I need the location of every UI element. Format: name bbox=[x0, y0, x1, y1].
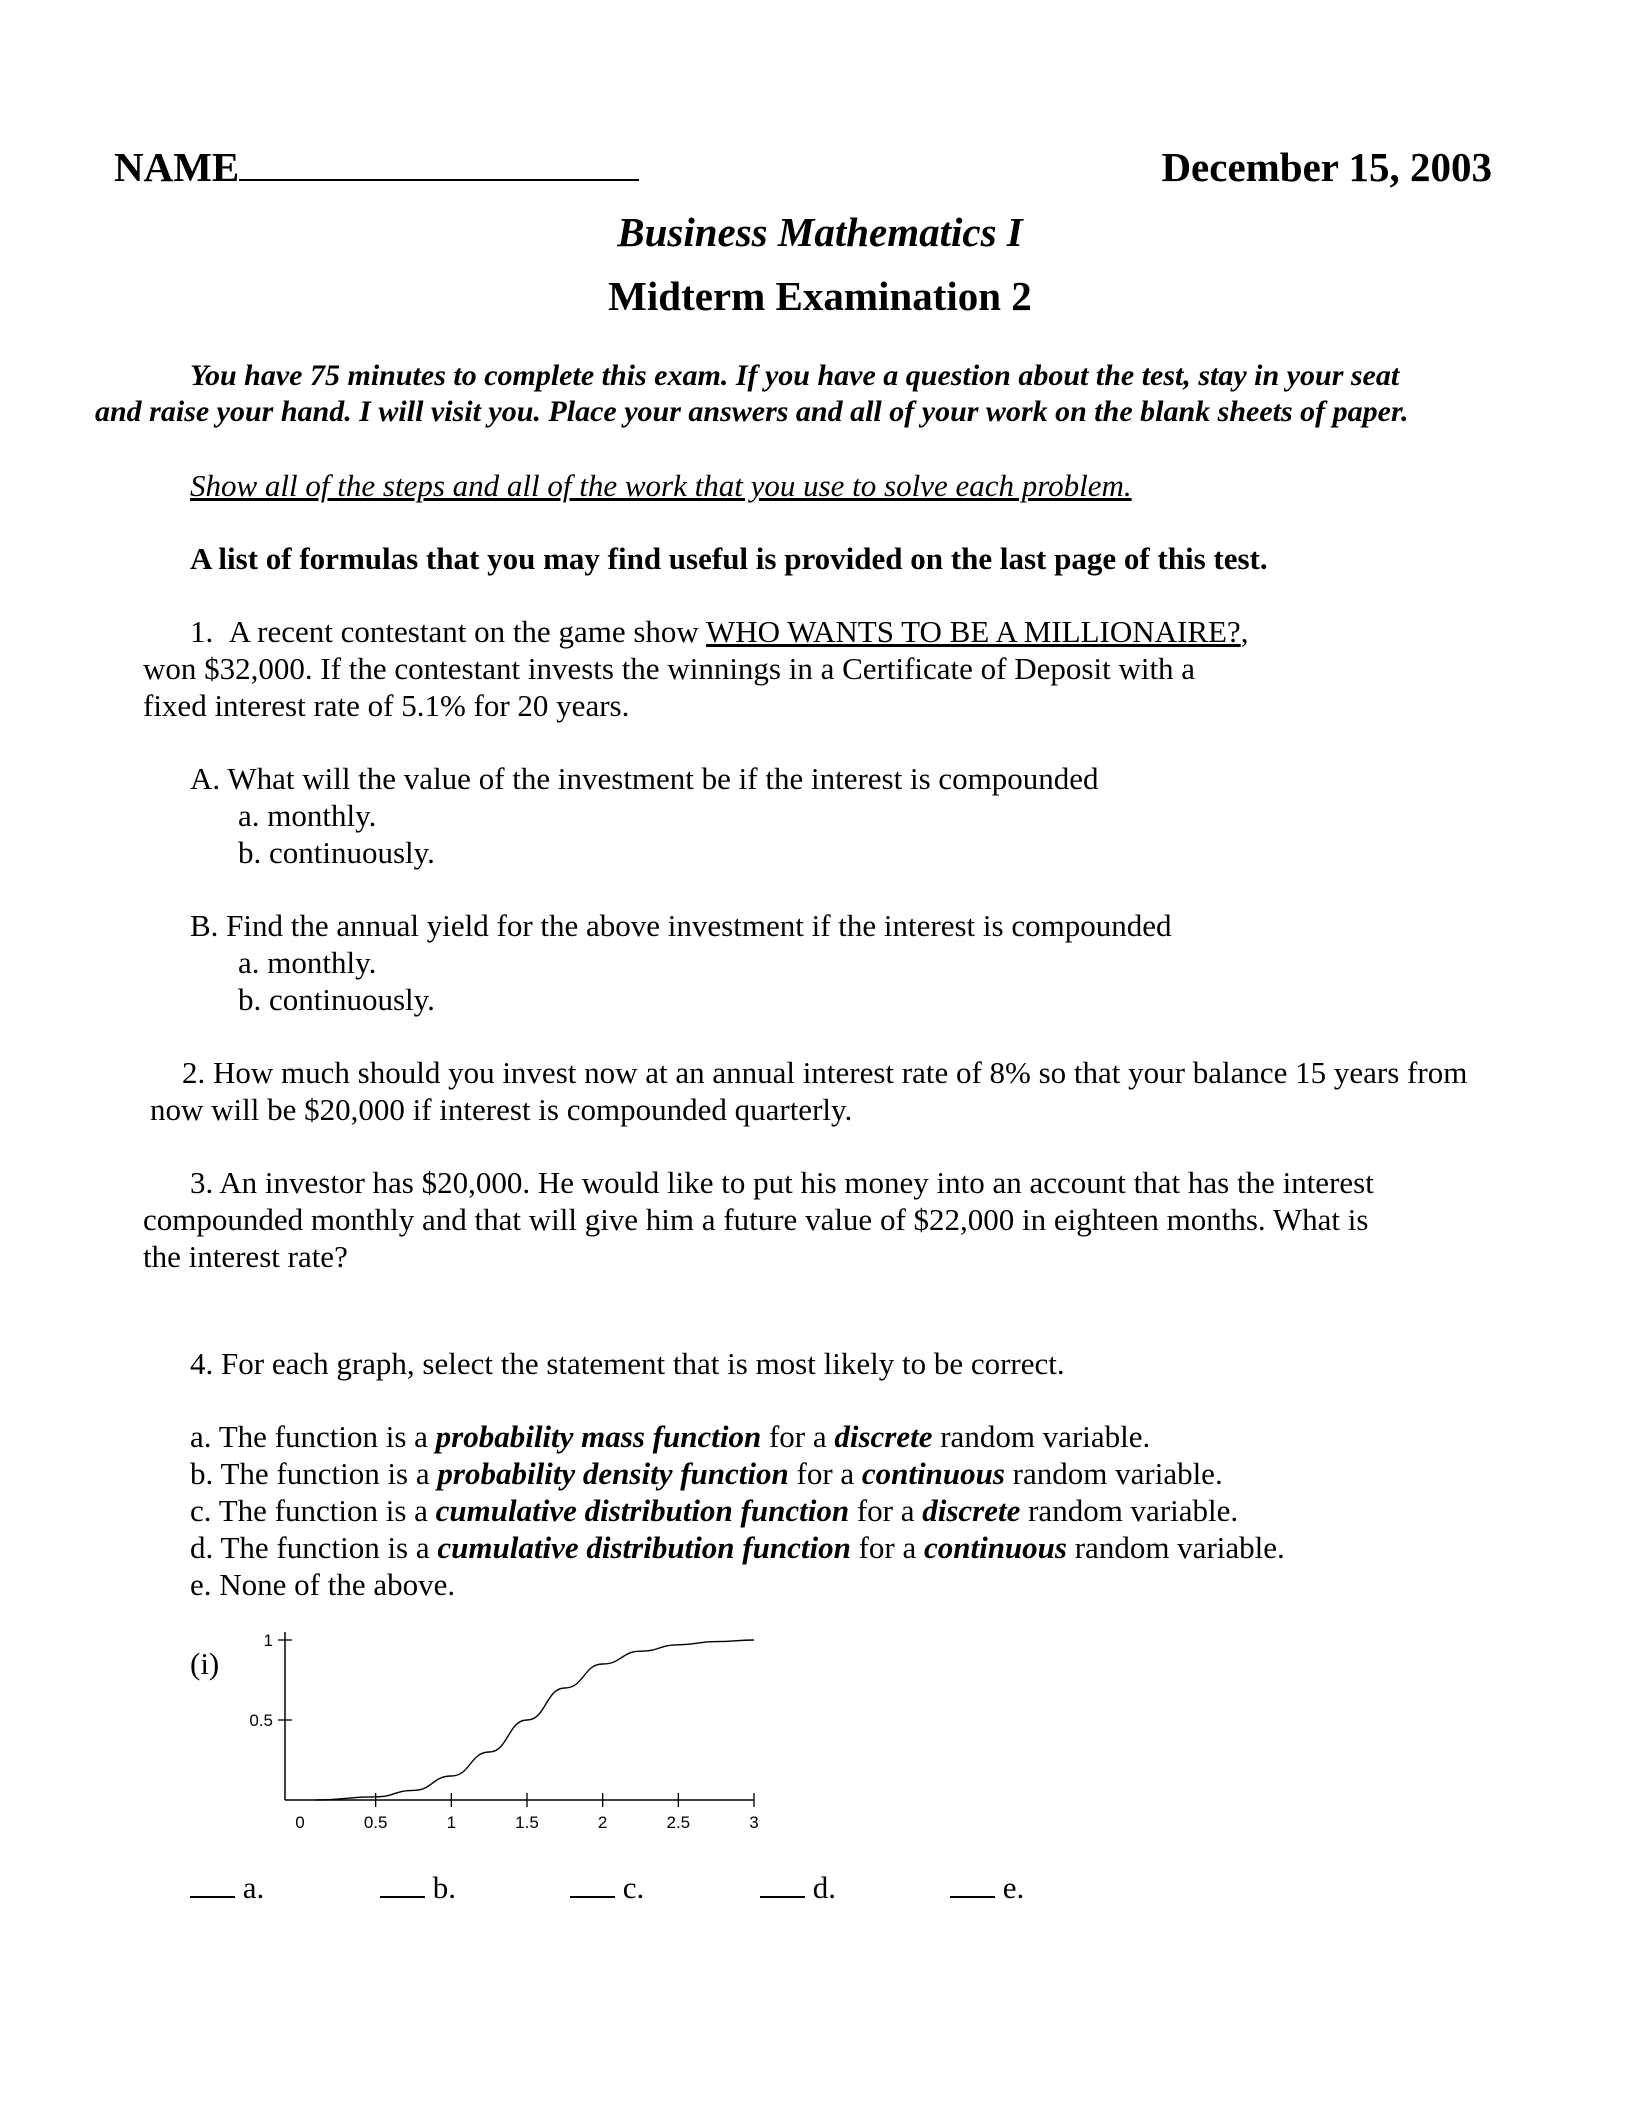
q1-part-a-continuously: b. continuously. bbox=[238, 835, 435, 870]
option-text: for a bbox=[761, 1419, 835, 1454]
option-text: a. The function is a bbox=[190, 1419, 436, 1454]
answer-label: d. bbox=[812, 1870, 836, 1905]
show-work-note: Show all of the steps and all of the work that you use to solve each problem. bbox=[190, 468, 1132, 503]
cdf-curve bbox=[315, 1640, 754, 1800]
name-label: NAME bbox=[114, 144, 240, 190]
formula-note: A list of formulas that you may find useful is provided on the last page of this test. bbox=[190, 541, 1268, 576]
option-text: random variable. bbox=[1004, 1456, 1223, 1491]
option-text: for a bbox=[850, 1530, 924, 1565]
course-title: Business Mathematics I bbox=[617, 209, 1023, 255]
instructions-line-2: and raise your hand. I will visit you. Place your answers and all of your work on the blank sheets of paper. bbox=[95, 395, 1409, 428]
answer-label: b. bbox=[432, 1870, 456, 1905]
option-emphasis: discrete bbox=[834, 1419, 933, 1454]
q3-line-1: 3. An investor has $20,000. He would like to put his money into an account that has the interest bbox=[190, 1165, 1374, 1200]
option-text: for a bbox=[849, 1493, 923, 1528]
q1-part-b: B. Find the annual yield for the above investment if the interest is compounded bbox=[190, 908, 1172, 943]
instructions-line-1: You have 75 minutes to complete this exam. If you have a question about the test, stay in your seat bbox=[190, 359, 1400, 392]
exam-date: December 15, 2003 bbox=[1161, 144, 1492, 190]
exam-title: Midterm Examination 2 bbox=[608, 273, 1032, 319]
option-emphasis: continuous bbox=[861, 1456, 1005, 1491]
q1-part-b-monthly: a. monthly. bbox=[238, 945, 377, 980]
option-emphasis: continuous bbox=[923, 1530, 1067, 1565]
option-text: d. The function is a bbox=[190, 1530, 438, 1565]
option-text: c. The function is a bbox=[190, 1493, 436, 1528]
x-tick-label: 1.5 bbox=[515, 1813, 539, 1832]
option-emphasis: probability mass function bbox=[435, 1419, 762, 1454]
answer-label: e. bbox=[1002, 1870, 1025, 1905]
y-tick-label: 1 bbox=[263, 1631, 273, 1650]
answer-choice-c[interactable] bbox=[570, 1868, 644, 1906]
option-text: for a bbox=[788, 1456, 862, 1491]
answer-blank[interactable] bbox=[760, 1868, 805, 1898]
option-text: e. None of the above. bbox=[190, 1567, 456, 1602]
q1-intro: A recent contestant on the game show bbox=[228, 614, 706, 649]
q1-number: 1. bbox=[190, 614, 214, 649]
option-emphasis: cumulative distribution function bbox=[437, 1530, 851, 1565]
q3-line-3: the interest rate? bbox=[143, 1239, 348, 1274]
q4-intro: 4. For each graph, select the statement that is most likely to be correct. bbox=[190, 1346, 1065, 1381]
answer-blank[interactable] bbox=[950, 1868, 995, 1898]
q2-line-1: 2. How much should you invest now at an annual interest rate of 8% so that your balance 15 years from bbox=[182, 1055, 1468, 1090]
option-text: random variable. bbox=[1020, 1493, 1239, 1528]
q2-line-2: now will be $20,000 if interest is compounded quarterly. bbox=[150, 1092, 853, 1127]
q1-part-a: A. What will the value of the investment be if the interest is compounded bbox=[190, 761, 1099, 796]
answer-blank[interactable] bbox=[190, 1868, 235, 1898]
y-tick-label: 0.5 bbox=[249, 1711, 273, 1730]
x-tick-label: 0 bbox=[295, 1813, 305, 1832]
option-emphasis: cumulative distribution function bbox=[435, 1493, 850, 1528]
answer-label: c. bbox=[622, 1870, 645, 1905]
x-tick-label: 2 bbox=[597, 1813, 608, 1832]
q3-line-2: compounded monthly and that will give him a future value of $22,000 in eighteen months. What is bbox=[143, 1202, 1369, 1237]
q1-part-a-monthly: a. monthly. bbox=[238, 798, 377, 833]
answer-choice-d[interactable] bbox=[760, 1868, 836, 1906]
x-tick-label: 1 bbox=[446, 1813, 457, 1832]
game-show-name: WHO WANTS TO BE A MILLIONAIRE? bbox=[705, 614, 1241, 649]
answer-blank[interactable] bbox=[570, 1868, 615, 1898]
option-emphasis: discrete bbox=[922, 1493, 1021, 1528]
answer-label: a. bbox=[242, 1870, 265, 1905]
answer-choice-e[interactable] bbox=[950, 1868, 1024, 1906]
q1-part-b-continuously: b. continuously. bbox=[238, 982, 435, 1017]
x-tick-label: 2.5 bbox=[666, 1813, 691, 1832]
q1-comma: , bbox=[1240, 614, 1249, 649]
option-text: random variable. bbox=[932, 1419, 1151, 1454]
answer-choice-a[interactable] bbox=[190, 1868, 264, 1906]
chart-plot-area bbox=[249, 1631, 758, 1832]
option-text: random variable. bbox=[1066, 1530, 1285, 1565]
q1-line-3: fixed interest rate of 5.1% for 20 years. bbox=[143, 688, 630, 723]
x-tick-label: 3 bbox=[749, 1813, 759, 1832]
q1-line-2: won $32,000. If the contestant invests the winnings in a Certificate of Deposit with a bbox=[143, 651, 1196, 686]
option-emphasis: probability density function bbox=[437, 1456, 789, 1491]
option-text: b. The function is a bbox=[190, 1456, 438, 1491]
answer-choice-b[interactable] bbox=[380, 1868, 456, 1906]
x-tick-label: 0.5 bbox=[363, 1813, 388, 1832]
graph-label: (i) bbox=[190, 1646, 220, 1681]
answer-blank[interactable] bbox=[380, 1868, 425, 1898]
